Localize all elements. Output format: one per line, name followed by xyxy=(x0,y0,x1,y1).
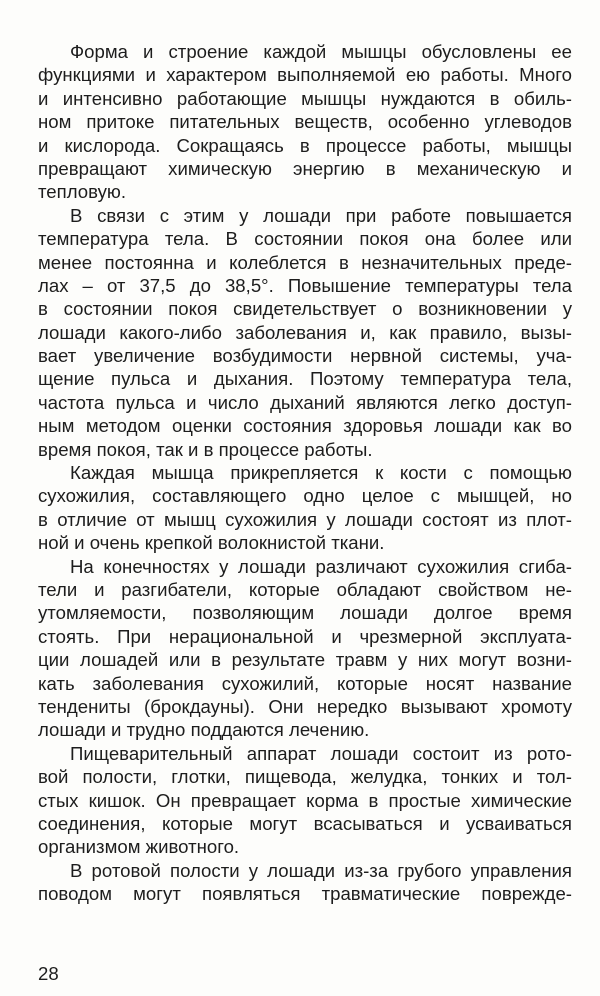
text-line: щение пульса и дыхания. Поэтому температура тела, xyxy=(38,368,572,390)
text-line: вает увеличение возбудимости нервной системы, уча- xyxy=(38,345,572,367)
text-line: В ротовой полости у лошади из-за грубого управления xyxy=(70,859,572,881)
text-line: менее постоянна и колеблется в незначительных преде- xyxy=(38,251,572,273)
text-line: ции лошадей или в результате травм у них могут возни- xyxy=(38,649,572,671)
text-line: лах – от 37,5 до 38,5°. Повышение температуры тела xyxy=(38,274,572,296)
paragraph xyxy=(38,461,572,555)
text-line: утомляемости, позволяющим лошади долгое время xyxy=(38,602,572,624)
text-line: функциями и характером выполняемой ею работы. Много xyxy=(38,64,572,86)
text-line: Форма и строение каждой мышцы обусловлены ее xyxy=(70,41,572,62)
text-line: сухожилия, составляющего одно целое с мышцей, но xyxy=(38,485,572,507)
text-line: превращают химическую энергию в механическую и xyxy=(38,157,572,179)
text-line: тепловую. xyxy=(38,181,126,203)
text-line: поводом могут появляться травматические поврежде- xyxy=(38,883,572,905)
text-line: ном притоке питательных веществ, особенно углеводов xyxy=(38,111,572,133)
text-line: вой полости, глотки, пищевода, желудка, тонких и тол- xyxy=(38,766,572,788)
page-body-text xyxy=(38,40,572,905)
text-line: в отличие от мышц сухожилия у лошади состоят из плот- xyxy=(38,508,572,530)
page-number: 28 xyxy=(38,963,59,984)
paragraph xyxy=(38,40,572,204)
paragraph xyxy=(38,859,572,906)
text-line: и кислорода. Сокращаясь в процессе работы, мышцы xyxy=(38,134,572,156)
text-line: время покоя, так и в процессе работы. xyxy=(38,438,373,460)
text-line: В связи с этим у лошади при работе повышается xyxy=(70,204,572,226)
text-line: тендениты (брокдауны). Они нередко вызывают хромоту xyxy=(38,695,572,717)
text-line: температура тела. В состоянии покоя она более или xyxy=(38,228,572,250)
text-line: соединения, которые могут всасываться и усваиваться xyxy=(38,812,572,834)
text-line: Каждая мышца прикрепляется к кости с помощью xyxy=(70,462,572,484)
paragraph xyxy=(38,555,572,742)
text-line: ной и очень крепкой волокнистой ткани. xyxy=(38,532,385,554)
text-line: кать заболевания сухожилий, которые носят название xyxy=(38,672,572,694)
text-line: организмом животного. xyxy=(38,836,240,858)
text-line: лошади какого-либо заболевания и, как правило, вызы- xyxy=(38,321,572,343)
text-line: стоять. При нерациональной и чрезмерной эксплуата- xyxy=(38,625,572,647)
text-line: частота пульса и число дыханий являются легко доступ- xyxy=(38,391,572,413)
paragraph xyxy=(38,742,572,859)
text-line: ным методом оценки состояния здоровья лошади как во xyxy=(38,415,572,437)
paragraph xyxy=(38,204,572,461)
text-line: лошади и трудно поддаются лечению. xyxy=(38,719,370,741)
text-line: в состоянии покоя свидетельствует о возникновении у xyxy=(38,298,572,320)
text-line: На конечностях у лошади различают сухожилия сгиба- xyxy=(70,555,572,577)
text-line: Пищеварительный аппарат лошади состоит из рото- xyxy=(70,742,572,764)
text-line: и интенсивно работающие мышцы нуждаются в обиль- xyxy=(38,87,572,109)
text-line: тели и разгибатели, которые обладают свойством не- xyxy=(38,578,572,600)
text-line: стых кишок. Он превращает корма в простые химические xyxy=(38,789,572,811)
